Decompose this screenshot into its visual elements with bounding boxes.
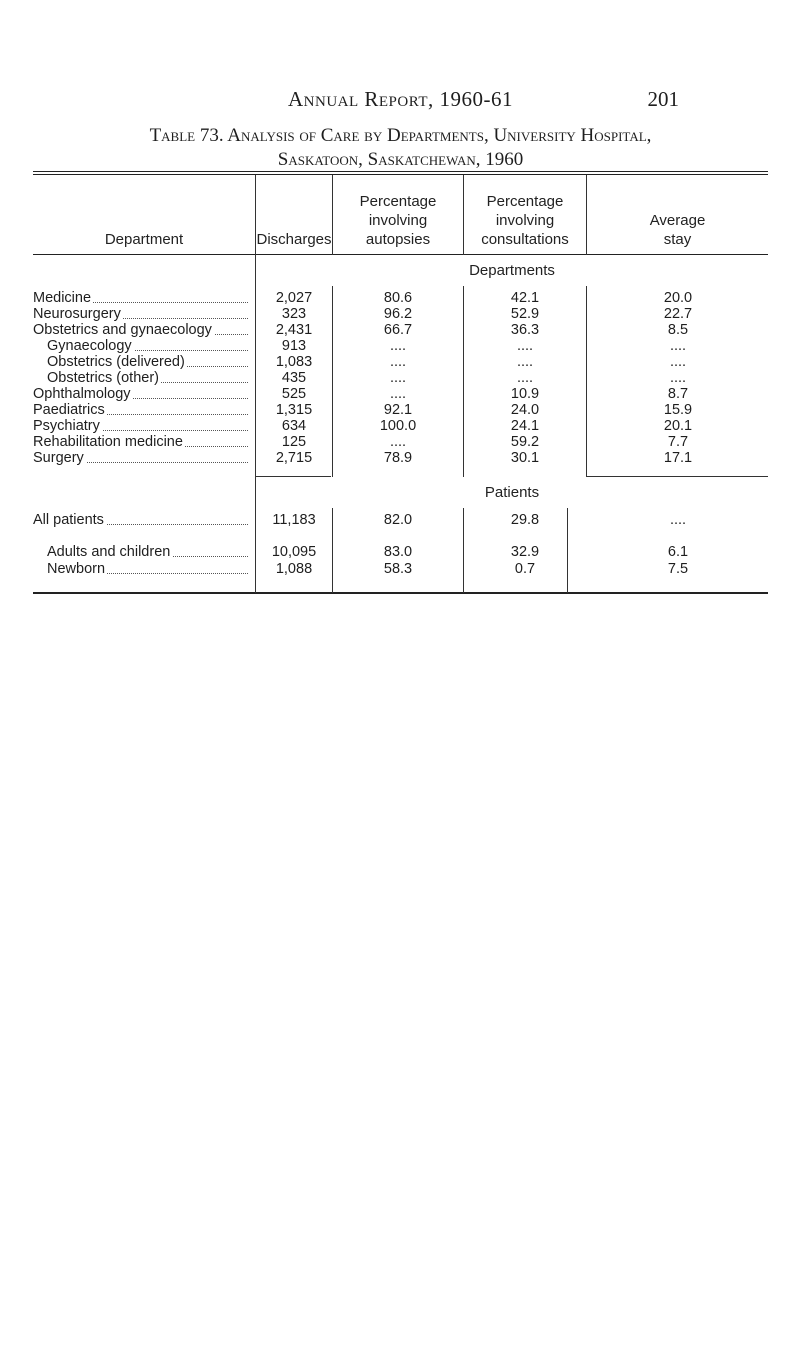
stay-cell: 20.0 bbox=[663, 290, 693, 306]
department-cell bbox=[33, 306, 248, 323]
department-cell bbox=[47, 354, 248, 371]
table-row bbox=[0, 418, 801, 435]
autopsies-cell: 80.6 bbox=[383, 290, 413, 306]
table-row bbox=[0, 544, 801, 561]
discharges-cell: 10,095 bbox=[271, 544, 317, 560]
department-name: Ophthalmology bbox=[33, 386, 131, 402]
discharges-cell: 2,431 bbox=[275, 322, 313, 338]
autopsies-cell: 82.0 bbox=[383, 512, 413, 528]
header-autopsies-line-3: autopsies bbox=[365, 231, 431, 248]
stay-cell: 7.5 bbox=[667, 561, 689, 577]
table-title bbox=[0, 124, 801, 172]
consultations-cell: 24.0 bbox=[510, 402, 540, 418]
department-cell bbox=[47, 561, 248, 578]
table-row bbox=[0, 450, 801, 467]
autopsies-cell: .... bbox=[389, 338, 407, 354]
autopsies-cell: 83.0 bbox=[383, 544, 413, 560]
autopsies-cell: .... bbox=[389, 386, 407, 402]
header-average-stay bbox=[587, 211, 768, 249]
autopsies-cell: 66.7 bbox=[383, 322, 413, 338]
stay-cell: 22.7 bbox=[663, 306, 693, 322]
stay-cell: .... bbox=[669, 338, 687, 354]
discharges-cell: 11,183 bbox=[272, 512, 316, 528]
table-row bbox=[0, 338, 801, 355]
department-cell bbox=[33, 386, 248, 403]
autopsies-cell: .... bbox=[389, 434, 407, 450]
autopsies-cell: 92.1 bbox=[383, 402, 413, 418]
discharges-cell: 634 bbox=[281, 418, 307, 434]
consultations-cell: 59.2 bbox=[510, 434, 540, 450]
table-row bbox=[0, 402, 801, 419]
department-name: Rehabilitation medicine bbox=[33, 434, 183, 450]
table-row bbox=[0, 386, 801, 403]
page-number: 201 bbox=[647, 87, 679, 111]
autopsies-cell: 96.2 bbox=[383, 306, 413, 322]
patients-rule-b bbox=[586, 476, 768, 477]
top-rule bbox=[33, 171, 768, 172]
department-cell bbox=[33, 418, 248, 435]
header-autopsies bbox=[333, 192, 463, 249]
table-row bbox=[0, 561, 801, 578]
department-cell bbox=[33, 512, 248, 529]
stay-cell: .... bbox=[669, 354, 687, 370]
consultations-cell: 42.1 bbox=[510, 290, 540, 306]
autopsies-cell: 58.3 bbox=[383, 561, 413, 577]
table-row bbox=[0, 306, 801, 323]
header-consultations-line-3: consultations bbox=[481, 231, 569, 248]
section-label-departments: Departments bbox=[469, 262, 555, 279]
consultations-cell: .... bbox=[516, 338, 534, 354]
header-rule bbox=[33, 254, 768, 255]
department-cell bbox=[33, 290, 248, 307]
discharges-cell: 1,315 bbox=[275, 402, 313, 418]
stay-cell: 8.7 bbox=[667, 386, 689, 402]
stay-cell: 6.1 bbox=[667, 544, 689, 560]
table-title-line-1: Table 73. Analysis of Care by Departments, University Hospital, bbox=[149, 125, 652, 146]
department-name: Obstetrics (other) bbox=[47, 370, 159, 386]
stay-cell: 17.1 bbox=[663, 450, 693, 466]
header-discharges: Discharges bbox=[256, 231, 332, 248]
header-consultations-line-2: involving bbox=[495, 212, 555, 229]
discharges-cell: 1,083 bbox=[275, 354, 313, 370]
discharges-cell: 323 bbox=[281, 306, 307, 322]
department-name: All patients bbox=[33, 512, 104, 528]
table-row bbox=[0, 354, 801, 371]
stay-cell: 15.9 bbox=[663, 402, 693, 418]
stay-cell: 8.5 bbox=[667, 322, 689, 338]
bottom-rule bbox=[33, 592, 768, 594]
table-row bbox=[0, 290, 801, 307]
department-cell bbox=[47, 338, 248, 355]
discharges-cell: 125 bbox=[281, 434, 307, 450]
autopsies-cell: .... bbox=[389, 370, 407, 386]
stay-cell: .... bbox=[669, 370, 687, 386]
table-row bbox=[0, 434, 801, 451]
header-autopsies-line-1: Percentage bbox=[359, 193, 437, 210]
consultations-cell: .... bbox=[516, 370, 534, 386]
running-head-title: Annual Report, 1960-61 bbox=[287, 87, 513, 111]
header-consultations-line-1: Percentage bbox=[486, 193, 564, 210]
discharges-cell: 1,088 bbox=[275, 561, 313, 577]
department-name: Paediatrics bbox=[33, 402, 105, 418]
stay-cell: 7.7 bbox=[667, 434, 689, 450]
department-cell bbox=[33, 450, 248, 467]
consultations-cell: 52.9 bbox=[510, 306, 540, 322]
department-name: Adults and children bbox=[47, 544, 171, 560]
header-stay-line-1: Average bbox=[649, 212, 706, 229]
consultations-cell: 0.7 bbox=[514, 561, 536, 577]
consultations-cell: 29.8 bbox=[510, 512, 540, 528]
discharges-cell: 2,027 bbox=[275, 290, 313, 306]
header-consultations bbox=[464, 192, 586, 249]
consultations-cell: 32.9 bbox=[510, 544, 540, 560]
discharges-cell: 435 bbox=[281, 370, 307, 386]
department-name: Psychiatry bbox=[33, 418, 100, 434]
table-row bbox=[0, 370, 801, 387]
discharges-cell: 2,715 bbox=[275, 450, 313, 466]
header-department: Department bbox=[104, 231, 184, 248]
department-name: Newborn bbox=[47, 561, 106, 577]
department-name: Obstetrics (delivered) bbox=[47, 354, 185, 370]
autopsies-cell: 78.9 bbox=[383, 450, 413, 466]
header-stay-line-2: stay bbox=[663, 231, 692, 248]
table-row bbox=[0, 322, 801, 339]
stay-cell: 20.1 bbox=[663, 418, 693, 434]
table-row bbox=[0, 512, 801, 529]
consultations-cell: .... bbox=[516, 354, 534, 370]
patients-rule-a bbox=[256, 476, 331, 477]
department-name: Gynaecology bbox=[47, 338, 132, 354]
consultations-cell: 36.3 bbox=[510, 322, 540, 338]
department-name: Neurosurgery bbox=[33, 306, 121, 322]
department-cell bbox=[47, 370, 248, 387]
consultations-cell: 10.9 bbox=[510, 386, 540, 402]
department-name: Obstetrics and gynaecology bbox=[33, 322, 212, 338]
department-cell bbox=[33, 402, 248, 419]
department-name: Surgery bbox=[33, 450, 84, 466]
header-autopsies-line-2: involving bbox=[368, 212, 428, 229]
autopsies-cell: 100.0 bbox=[379, 418, 417, 434]
discharges-cell: 913 bbox=[281, 338, 307, 354]
table-title-line-2: Saskatoon, Saskatchewan, 1960 bbox=[277, 149, 524, 170]
section-label-patients: Patients bbox=[484, 484, 540, 501]
top-rule-second bbox=[33, 174, 768, 175]
discharges-cell: 525 bbox=[281, 386, 307, 402]
running-head bbox=[0, 87, 801, 117]
autopsies-cell: .... bbox=[389, 354, 407, 370]
department-cell bbox=[33, 434, 248, 451]
department-cell bbox=[47, 544, 248, 561]
stay-cell: .... bbox=[669, 512, 687, 528]
department-name: Medicine bbox=[33, 290, 92, 306]
department-cell bbox=[33, 322, 248, 339]
consultations-cell: 24.1 bbox=[510, 418, 540, 434]
consultations-cell: 30.1 bbox=[510, 450, 540, 466]
